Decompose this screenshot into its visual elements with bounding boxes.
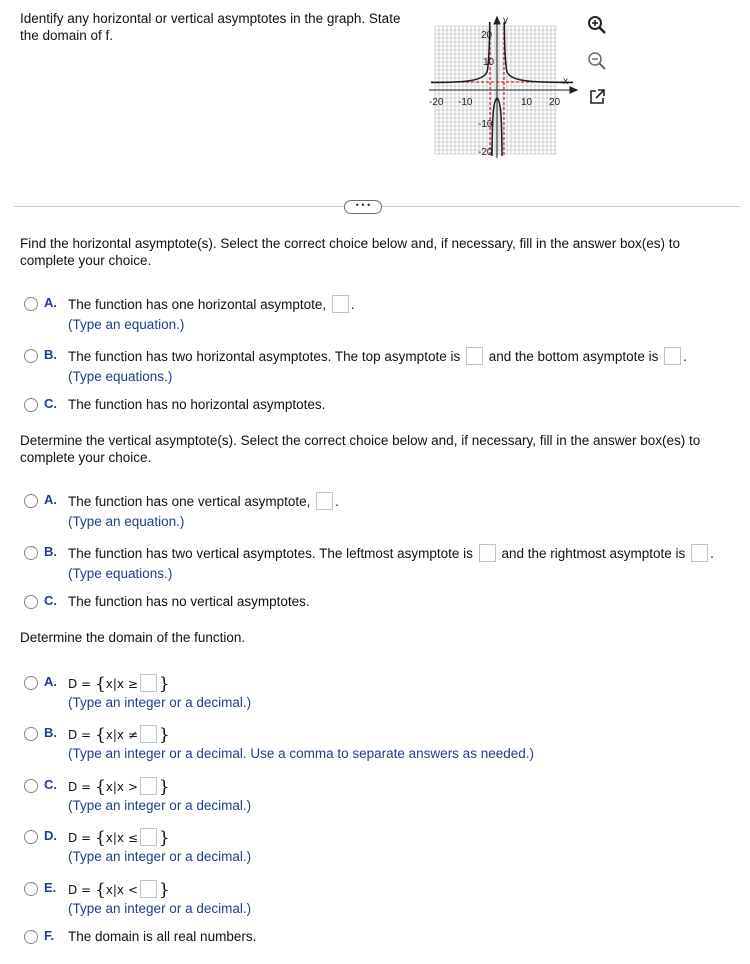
option-text: The function has no horizontal asymptotes.: [68, 397, 326, 412]
answer-box[interactable]: [140, 828, 157, 846]
option-letter: F.: [44, 928, 55, 943]
x-axis-label: x: [563, 76, 568, 87]
option-letter: D.: [44, 828, 57, 843]
domain-expression: D = {x|x > }: [68, 777, 170, 797]
more-button[interactable]: • • •: [344, 200, 382, 214]
function-graph: [425, 14, 585, 159]
y-tick-neg20: -20: [478, 147, 493, 158]
answer-box[interactable]: [316, 492, 333, 510]
expr-prefix: D =: [68, 883, 95, 897]
horizontal-instruction: [20, 235, 720, 269]
option-text-part: The function has two horizontal asymptotes. The top asymptote is: [68, 349, 461, 364]
expr-prefix: D =: [68, 831, 95, 845]
set-builder: x|x >: [105, 780, 138, 794]
option-hint: (Type an equation.): [68, 514, 185, 529]
option-letter: A.: [44, 674, 57, 689]
y-tick-20: 20: [481, 30, 493, 41]
option-letter: B.: [44, 347, 57, 362]
domain-expression: D = {x|x ≤ }: [68, 828, 170, 848]
option-text: The function has one vertical asymptote, .: [68, 494, 339, 509]
prompt-line-2: the domain of f.: [20, 28, 114, 43]
option-hint: (Type equations.): [68, 566, 173, 581]
vertical-instruction: [20, 432, 720, 466]
zoom-in-icon[interactable]: [586, 14, 608, 36]
x-tick-neg20: -20: [429, 97, 444, 108]
x-tick-10: 10: [521, 97, 533, 108]
option-text: The function has one horizontal asymptote, .: [68, 297, 355, 312]
vertical-instruction-line-2: complete your choice.: [20, 450, 152, 465]
option-text: The function has two vertical asymptotes. The leftmost asymptote is and the rightmost asymptote is .: [68, 546, 714, 561]
option-letter: A.: [44, 492, 57, 507]
option-letter: E.: [44, 880, 57, 895]
expr-prefix: D =: [68, 677, 95, 691]
y-tick-neg10: -10: [478, 119, 493, 130]
radio-button[interactable]: [24, 494, 38, 508]
answer-box[interactable]: [140, 725, 157, 743]
option-hint: (Type an equation.): [68, 317, 185, 332]
set-builder: x|x ≠: [105, 728, 138, 742]
answer-box-left[interactable]: [479, 544, 496, 562]
option-hint: (Type an integer or a decimal.): [68, 798, 252, 813]
option-hint: (Type an integer or a decimal. Use a comma to separate answers as needed.): [68, 746, 534, 761]
option-hint: (Type an integer or a decimal.): [68, 901, 252, 916]
radio-button[interactable]: [24, 930, 38, 944]
radio-button[interactable]: [24, 830, 38, 844]
option-text-part: and the bottom asymptote is: [488, 349, 659, 364]
external-link-icon[interactable]: [586, 86, 608, 108]
answer-box[interactable]: [140, 777, 157, 795]
answer-box[interactable]: [332, 295, 349, 313]
answer-box-bottom[interactable]: [664, 347, 681, 365]
x-tick-neg10: -10: [458, 97, 473, 108]
vertical-instruction-line-1: Determine the vertical asymptote(s). Select the correct choice below and, if necessary, fill in the answer box(es) to: [20, 433, 701, 448]
domain-expression: D = {x|x ≥ }: [68, 674, 170, 694]
option-letter: B.: [44, 544, 57, 559]
radio-button[interactable]: [24, 779, 38, 793]
domain-expression: D = {x|x < }: [68, 880, 170, 900]
expr-prefix: D =: [68, 780, 95, 794]
option-hint: (Type an integer or a decimal.): [68, 849, 252, 864]
option-text: The function has two horizontal asymptotes. The top asymptote is and the bottom asymptote is .: [68, 349, 687, 364]
option-hint: (Type an integer or a decimal.): [68, 695, 252, 710]
zoom-out-icon[interactable]: [586, 50, 608, 72]
radio-button[interactable]: [24, 882, 38, 896]
set-builder: x|x ≥: [105, 677, 138, 691]
radio-button[interactable]: [24, 727, 38, 741]
option-letter: C.: [44, 396, 57, 411]
option-text: The domain is all real numbers.: [68, 929, 257, 944]
radio-button[interactable]: [24, 398, 38, 412]
radio-button[interactable]: [24, 595, 38, 609]
horizontal-instruction-line-2: complete your choice.: [20, 253, 152, 268]
answer-box[interactable]: [140, 880, 157, 898]
option-letter: B.: [44, 725, 57, 740]
radio-button[interactable]: [24, 297, 38, 311]
y-axis-label: y: [503, 15, 508, 26]
expr-prefix: D =: [68, 728, 95, 742]
prompt-line-1: Identify any horizontal or vertical asymptotes in the graph. State: [20, 11, 401, 26]
option-text-part: The function has two vertical asymptotes. The leftmost asymptote is: [68, 546, 473, 561]
answer-box-right[interactable]: [691, 544, 708, 562]
option-letter: C.: [44, 777, 57, 792]
domain-expression: D = {x|x ≠ }: [68, 725, 170, 745]
radio-button[interactable]: [24, 349, 38, 363]
answer-box-top[interactable]: [466, 347, 483, 365]
x-tick-20: 20: [549, 97, 561, 108]
option-letter: A.: [44, 295, 57, 310]
set-builder: x|x ≤: [105, 831, 138, 845]
radio-button[interactable]: [24, 546, 38, 560]
radio-button[interactable]: [24, 676, 38, 690]
option-text-part: and the rightmost asymptote is: [501, 546, 686, 561]
question-prompt: [20, 10, 415, 44]
option-text-part: The function has one vertical asymptote,: [68, 494, 311, 509]
option-text: The function has no vertical asymptotes.: [68, 594, 310, 609]
horizontal-instruction-line-1: Find the horizontal asymptote(s). Select the correct choice below and, if necessary, fill in the answer box(es) to: [20, 236, 681, 251]
option-text-part: The function has one horizontal asymptote,: [68, 297, 327, 312]
answer-box[interactable]: [140, 674, 157, 692]
set-builder: x|x <: [105, 883, 138, 897]
option-hint: (Type equations.): [68, 369, 173, 384]
domain-instruction: Determine the domain of the function.: [20, 630, 246, 645]
y-tick-10: 10: [483, 57, 495, 68]
option-letter: C.: [44, 593, 57, 608]
